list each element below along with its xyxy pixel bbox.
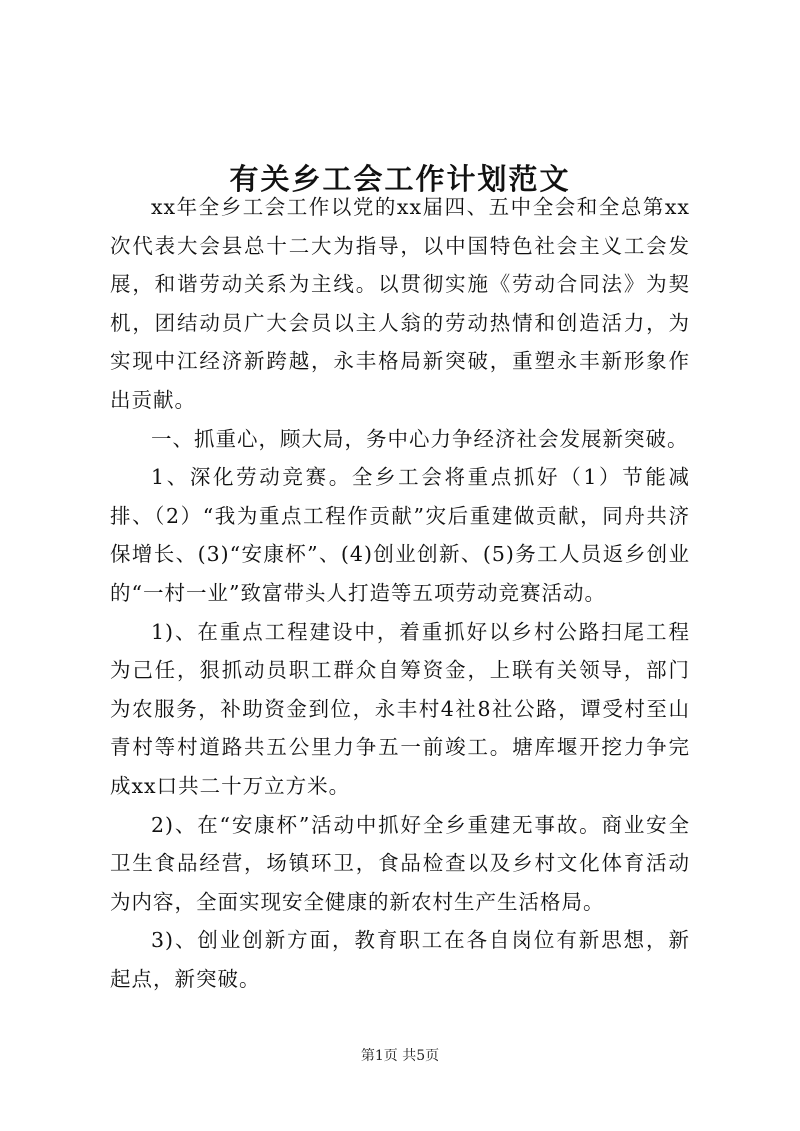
- paragraph-section-1-heading: 一、抓重心，顾大局，务中心力争经济社会发展新突破。: [151, 426, 689, 451]
- paragraph-item-1-1: 1)、在重点工程建设中，着重抓好以乡村公路扫尾工程为己任，狠抓动员职工群众自筹资金，上联有关领导，部门为农服务，补助资金到位，永丰村4社8社公路，谭受村至山青村等村道路共五公里力争五一前竣工。塘库堰开挖力争完成xx口共二十万立方米。: [110, 619, 690, 798]
- paragraph-item-1-3: 3)、创业创新方面，教育职工在各自岗位有新思想，新起点，新突破。: [110, 928, 690, 991]
- document-body: [110, 188, 690, 998]
- paragraph-item-1-2: 2)、在“安康杯”活动中抓好全乡重建无事故。商业安全卫生食品经营，场镇环卫，食品检查以及乡村文化体育活动为内容，全面实现安全健康的新农村生产生活格局。: [110, 812, 690, 914]
- document-title: 有关乡工会工作计划范文: [229, 162, 571, 197]
- paragraph-item-1: 1、深化劳动竞赛。全乡工会将重点抓好（1）节能减排、（2）“我为重点工程作贡献”灾后重建做贡献，同舟共济保增长、(3)“安康杯”、(4)创业创新、(5)务工人员返乡创业的“一村一业”致富带头人打造等五项劳动竞赛活动。: [110, 465, 690, 605]
- paragraph-intro: xx年全乡工会工作以党的xx届四、五中全会和全总第xx次代表大会县总十二大为指导，以中国特色社会主义工会发展，和谐劳动关系为主线。以贯彻实施《劳动合同法》为契机，团结动员广大会员以主人翁的劳动热情和创造活力，为实现中江经济新跨越，永丰格局新突破，重塑永丰新形象作出贡献。: [110, 195, 690, 412]
- page-number-footer: 第1页 共5页: [360, 1048, 440, 1064]
